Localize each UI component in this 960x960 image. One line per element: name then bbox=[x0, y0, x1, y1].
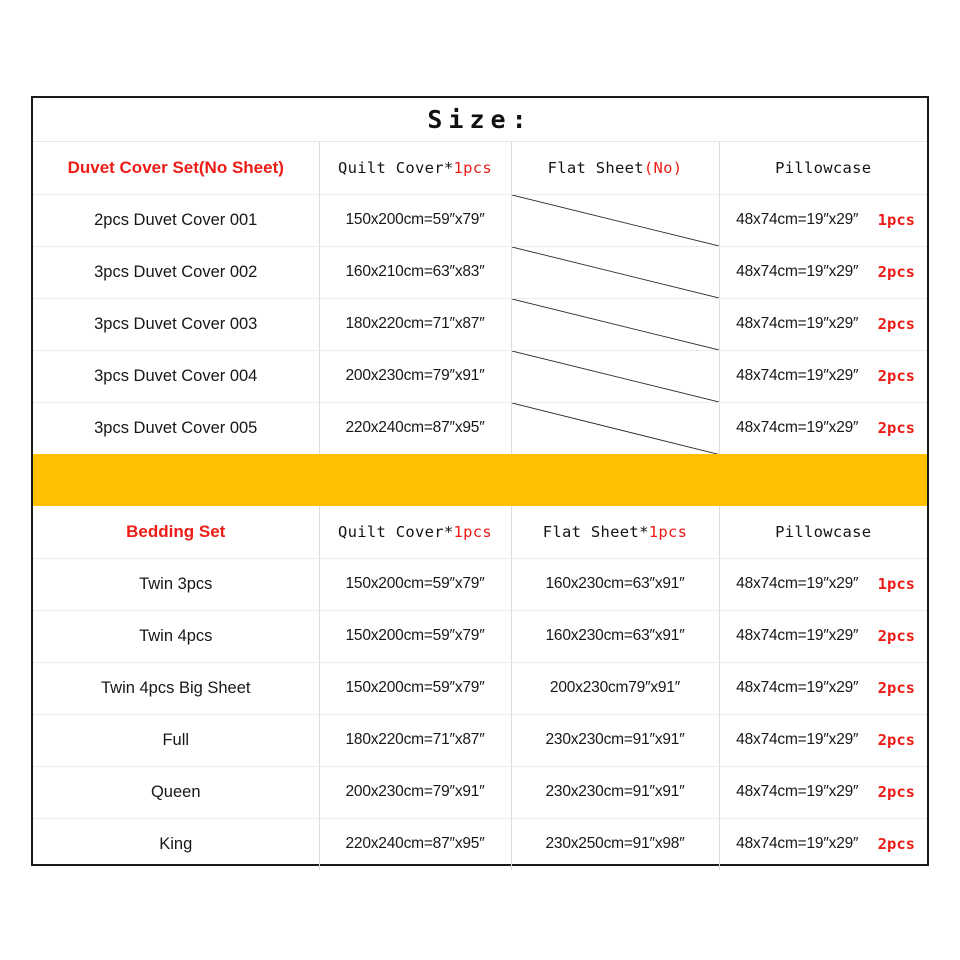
table-row bbox=[33, 818, 927, 870]
pillowcase-count: 2pcs bbox=[877, 835, 915, 854]
diagonal-strike-icon bbox=[512, 351, 719, 402]
flat-sheet-unavailable-cell bbox=[511, 298, 719, 350]
set-name-cell: 3pcs Duvet Cover 005 bbox=[33, 402, 319, 454]
pillowcase-cell bbox=[719, 194, 927, 246]
pillowcase-size: 48x74cm=19″x29″ bbox=[736, 679, 859, 696]
column-header-flat-sheet bbox=[511, 142, 719, 194]
quilt-size-cell: 150x200cm=59″x79″ bbox=[319, 662, 511, 714]
sheet-header-note: (No) bbox=[643, 158, 683, 177]
diagonal-strike-icon bbox=[512, 195, 719, 246]
table-row bbox=[33, 714, 927, 766]
column-header-set-name: Bedding Set bbox=[33, 506, 319, 558]
column-header-pillowcase: Pillowcase bbox=[719, 142, 927, 194]
pillowcase-count: 2pcs bbox=[877, 731, 915, 749]
bedding-set-table bbox=[33, 506, 927, 870]
pillowcase-cell bbox=[719, 558, 927, 610]
quilt-size-cell: 180x220cm=71″x87″ bbox=[319, 298, 511, 350]
quilt-header-count: 1pcs bbox=[453, 522, 493, 541]
pillowcase-size: 48x74cm=19″x29″ bbox=[736, 263, 859, 280]
table-row bbox=[33, 402, 927, 454]
flat-sheet-unavailable-cell bbox=[511, 402, 719, 454]
pillowcase-count: 2pcs bbox=[877, 263, 915, 281]
flat-sheet-size-cell: 230x230cm=91″x91″ bbox=[511, 766, 719, 818]
bedding-table-body bbox=[33, 558, 927, 870]
table-row bbox=[33, 298, 927, 350]
table-row bbox=[33, 610, 927, 662]
quilt-size-cell: 150x200cm=59″x79″ bbox=[319, 610, 511, 662]
pillowcase-cell bbox=[719, 402, 927, 454]
pillowcase-size: 48x74cm=19″x29″ bbox=[736, 835, 859, 853]
pillowcase-count: 2pcs bbox=[877, 315, 915, 333]
pillowcase-cell bbox=[719, 350, 927, 402]
column-header-quilt-cover bbox=[319, 142, 511, 194]
table-row bbox=[33, 766, 927, 818]
duvet-cover-table bbox=[33, 142, 927, 454]
quilt-header-text: Quilt Cover* bbox=[337, 158, 454, 177]
sheet-header-text: Flat Sheet* bbox=[542, 522, 649, 541]
pillowcase-cell bbox=[719, 662, 927, 714]
table-row bbox=[33, 194, 927, 246]
flat-sheet-size-cell: 160x230cm=63″x91″ bbox=[511, 610, 719, 662]
quilt-header-count: 1pcs bbox=[453, 158, 493, 177]
pillowcase-cell bbox=[719, 298, 927, 350]
page-title: Size: bbox=[33, 98, 927, 142]
duvet-table-body bbox=[33, 194, 927, 454]
size-chart-container bbox=[31, 96, 929, 866]
quilt-size-cell: 180x220cm=71″x87″ bbox=[319, 714, 511, 766]
pillowcase-size: 48x74cm=19″x29″ bbox=[736, 783, 859, 800]
pillowcase-size: 48x74cm=19″x29″ bbox=[736, 575, 859, 592]
flat-sheet-unavailable-cell bbox=[511, 194, 719, 246]
quilt-size-cell: 220x240cm=87″x95″ bbox=[319, 402, 511, 454]
pillowcase-cell bbox=[719, 714, 927, 766]
column-header-flat-sheet bbox=[511, 506, 719, 558]
pillowcase-count: 2pcs bbox=[877, 679, 915, 697]
diagonal-strike-icon bbox=[512, 403, 719, 455]
pillowcase-size: 48x74cm=19″x29″ bbox=[736, 419, 859, 437]
quilt-size-cell: 200x230cm=79″x91″ bbox=[319, 766, 511, 818]
set-name-cell: Full bbox=[33, 714, 319, 766]
flat-sheet-size-cell: 230x230cm=91″x91″ bbox=[511, 714, 719, 766]
pillowcase-size: 48x74cm=19″x29″ bbox=[736, 627, 859, 644]
table-row bbox=[33, 662, 927, 714]
flat-sheet-size-cell: 160x230cm=63″x91″ bbox=[511, 558, 719, 610]
column-header-pillowcase: Pillowcase bbox=[719, 506, 927, 558]
quilt-size-cell: 150x200cm=59″x79″ bbox=[319, 194, 511, 246]
flat-sheet-size-cell: 200x230cm79″x91″ bbox=[511, 662, 719, 714]
pillowcase-cell bbox=[719, 246, 927, 298]
pillowcase-count: 2pcs bbox=[877, 627, 915, 645]
pillowcase-count: 2pcs bbox=[877, 367, 915, 385]
pillowcase-count: 1pcs bbox=[877, 211, 915, 229]
column-header-set-name: Duvet Cover Set(No Sheet) bbox=[33, 142, 319, 194]
set-name-cell: 3pcs Duvet Cover 004 bbox=[33, 350, 319, 402]
quilt-size-cell: 220x240cm=87″x95″ bbox=[319, 818, 511, 870]
quilt-size-cell: 160x210cm=63″x83″ bbox=[319, 246, 511, 298]
set-name-cell: King bbox=[33, 818, 319, 870]
column-header-quilt-cover bbox=[319, 506, 511, 558]
set-name-cell: Twin 4pcs Big Sheet bbox=[33, 662, 319, 714]
pillowcase-size: 48x74cm=19″x29″ bbox=[736, 731, 859, 748]
section-divider-band bbox=[33, 454, 927, 506]
pillowcase-cell bbox=[719, 610, 927, 662]
pillowcase-count: 2pcs bbox=[877, 783, 915, 801]
pillowcase-count: 1pcs bbox=[877, 575, 915, 593]
flat-sheet-unavailable-cell bbox=[511, 246, 719, 298]
set-name-cell: Twin 3pcs bbox=[33, 558, 319, 610]
set-name-cell: 3pcs Duvet Cover 002 bbox=[33, 246, 319, 298]
table-row bbox=[33, 246, 927, 298]
bedding-header-row bbox=[33, 506, 927, 558]
set-name-cell: 2pcs Duvet Cover 001 bbox=[33, 194, 319, 246]
flat-sheet-unavailable-cell bbox=[511, 350, 719, 402]
pillowcase-cell bbox=[719, 766, 927, 818]
quilt-size-cell: 200x230cm=79″x91″ bbox=[319, 350, 511, 402]
set-name-cell: Twin 4pcs bbox=[33, 610, 319, 662]
pillowcase-size: 48x74cm=19″x29″ bbox=[736, 211, 859, 228]
sheet-header-count: 1pcs bbox=[648, 522, 688, 541]
pillowcase-count: 2pcs bbox=[877, 419, 915, 438]
table-row bbox=[33, 350, 927, 402]
quilt-size-cell: 150x200cm=59″x79″ bbox=[319, 558, 511, 610]
flat-sheet-size-cell: 230x250cm=91″x98″ bbox=[511, 818, 719, 870]
set-name-cell: Queen bbox=[33, 766, 319, 818]
table-row bbox=[33, 558, 927, 610]
pillowcase-cell bbox=[719, 818, 927, 870]
duvet-header-row bbox=[33, 142, 927, 194]
quilt-header-text: Quilt Cover* bbox=[337, 522, 454, 541]
sheet-header-text: Flat Sheet bbox=[547, 158, 644, 177]
diagonal-strike-icon bbox=[512, 247, 719, 298]
pillowcase-size: 48x74cm=19″x29″ bbox=[736, 315, 859, 332]
pillowcase-size: 48x74cm=19″x29″ bbox=[736, 367, 859, 384]
diagonal-strike-icon bbox=[512, 299, 719, 350]
set-name-cell: 3pcs Duvet Cover 003 bbox=[33, 298, 319, 350]
